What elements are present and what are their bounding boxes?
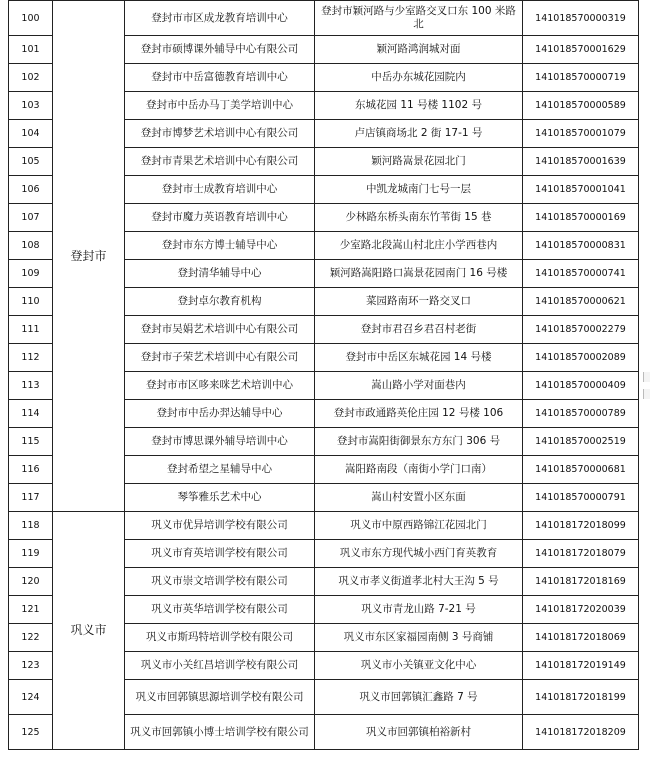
row-number: 110: [9, 288, 53, 316]
institution-name: 巩义市小关红昌培训学校有限公司: [125, 652, 315, 680]
institution-name: 巩义市英华培训学校有限公司: [125, 596, 315, 624]
license-number: 141018172018199: [523, 680, 639, 715]
institution-address: 卢店镇商场北 2 街 17-1 号: [315, 120, 523, 148]
license-number: 141018570000831: [523, 232, 639, 260]
row-number: 113: [9, 372, 53, 400]
institution-name: 登封希望之星辅导中心: [125, 456, 315, 484]
license-number: 141018570000409: [523, 372, 639, 400]
scroll-marker[interactable]: [643, 389, 650, 399]
institution-name: 琴筝雅乐艺术中心: [125, 484, 315, 512]
license-number: 141018570000789: [523, 400, 639, 428]
license-number: 141018570000589: [523, 92, 639, 120]
license-number: 141018570002089: [523, 344, 639, 372]
row-number: 111: [9, 316, 53, 344]
institution-address: 嵩阳路南段（南街小学门口南）: [315, 456, 523, 484]
license-number: 141018570000319: [523, 1, 639, 36]
row-number: 107: [9, 204, 53, 232]
institution-name: 登封市士成教育培训中心: [125, 176, 315, 204]
institution-address: 巩义市东方现代城小西门育英教育: [315, 540, 523, 568]
institution-address: 巩义市孝义街道孝北村大王沟 5 号: [315, 568, 523, 596]
license-number: 141018570002519: [523, 428, 639, 456]
table-row: [9, 1, 639, 36]
license-number: 141018172018069: [523, 624, 639, 652]
license-number: 141018172020039: [523, 596, 639, 624]
row-number: 106: [9, 176, 53, 204]
license-number: 141018172018209: [523, 715, 639, 750]
institution-address: 巩义市东区家福园南侧 3 号商铺: [315, 624, 523, 652]
institution-name: 登封卓尔教育机构: [125, 288, 315, 316]
row-number: 100: [9, 1, 53, 36]
institution-name: 登封市吴娟艺术培训中心有限公司: [125, 316, 315, 344]
institution-address: 登封市君召乡君召村老街: [315, 316, 523, 344]
city-cell: 巩义市: [53, 512, 125, 750]
row-number: 123: [9, 652, 53, 680]
license-number: 141018570002279: [523, 316, 639, 344]
license-number: 141018570001629: [523, 36, 639, 64]
row-number: 117: [9, 484, 53, 512]
institution-name: 巩义市育英培训学校有限公司: [125, 540, 315, 568]
institution-name: 登封市硕博课外辅导中心有限公司: [125, 36, 315, 64]
license-number: 141018570001639: [523, 148, 639, 176]
license-number: 141018570001079: [523, 120, 639, 148]
institution-name: 登封市子荣艺术培训中心有限公司: [125, 344, 315, 372]
license-number: 141018570000719: [523, 64, 639, 92]
license-number: 141018570000791: [523, 484, 639, 512]
license-number: 141018570000741: [523, 260, 639, 288]
row-number: 103: [9, 92, 53, 120]
institution-address: 登封市政通路英伦庄园 12 号楼 106: [315, 400, 523, 428]
institution-address: 巩义市青龙山路 7-21 号: [315, 596, 523, 624]
row-number: 114: [9, 400, 53, 428]
table-body: [9, 1, 639, 750]
license-number: 141018570000681: [523, 456, 639, 484]
row-number: 108: [9, 232, 53, 260]
license-number: 141018172018099: [523, 512, 639, 540]
row-number: 122: [9, 624, 53, 652]
scroll-marker[interactable]: [643, 372, 650, 382]
institution-address: 巩义市中原西路锦江花园北门: [315, 512, 523, 540]
institution-address: 中岳办东城花园院内: [315, 64, 523, 92]
institution-name: 登封市市区成龙教育培训中心: [125, 1, 315, 36]
license-number: 141018172018169: [523, 568, 639, 596]
institution-address: 登封市嵩阳街御景东方东门 306 号: [315, 428, 523, 456]
institution-name: 巩义市崇文培训学校有限公司: [125, 568, 315, 596]
institution-address: 嵩山路小学对面巷内: [315, 372, 523, 400]
institution-name: 巩义市斯玛特培训学校有限公司: [125, 624, 315, 652]
license-number: 141018570000169: [523, 204, 639, 232]
row-number: 105: [9, 148, 53, 176]
institution-table: [8, 0, 639, 750]
institution-address: 登封市中岳区东城花园 14 号楼: [315, 344, 523, 372]
license-number: 141018570001041: [523, 176, 639, 204]
row-number: 121: [9, 596, 53, 624]
row-number: 112: [9, 344, 53, 372]
institution-name: 巩义市回郭镇思源培训学校有限公司: [125, 680, 315, 715]
institution-address: 巩义市小关镇亚文化中心: [315, 652, 523, 680]
institution-name: 登封市中岳办马丁美学培训中心: [125, 92, 315, 120]
institution-name: 巩义市优异培训学校有限公司: [125, 512, 315, 540]
institution-name: 登封市中岳富德教育培训中心: [125, 64, 315, 92]
row-number: 101: [9, 36, 53, 64]
row-number: 102: [9, 64, 53, 92]
license-number: 141018172019149: [523, 652, 639, 680]
row-number: 125: [9, 715, 53, 750]
institution-address: 少林路东桥头南东竹苇街 15 巷: [315, 204, 523, 232]
institution-name: 登封市博梦艺术培训中心有限公司: [125, 120, 315, 148]
license-number: 141018172018079: [523, 540, 639, 568]
table-row: [9, 512, 639, 540]
institution-address: 巩义市回郭镇柏裕新村: [315, 715, 523, 750]
institution-name: 登封市市区哆来咪艺术培训中心: [125, 372, 315, 400]
institution-address: 颖河路嵩景花园北门: [315, 148, 523, 176]
city-cell: 登封市: [53, 1, 125, 512]
institution-address: 巩义市回郭镇汇鑫路 7 号: [315, 680, 523, 715]
institution-address: 少室路北段嵩山村北庄小学西巷内: [315, 232, 523, 260]
institution-name: 登封市博思课外辅导培训中心: [125, 428, 315, 456]
institution-address: 颖河路嵩阳路口嵩景花园南门 16 号楼: [315, 260, 523, 288]
institution-address: 登封市颖河路与少室路交叉口东 100 米路北: [315, 1, 523, 36]
institution-name: 登封市青果艺术培训中心有限公司: [125, 148, 315, 176]
row-number: 120: [9, 568, 53, 596]
institution-address: 嵩山村安置小区东面: [315, 484, 523, 512]
row-number: 124: [9, 680, 53, 715]
license-number: 141018570000621: [523, 288, 639, 316]
institution-name: 登封市魔力英语教育培训中心: [125, 204, 315, 232]
institution-address: 颖河路鸿润城对面: [315, 36, 523, 64]
row-number: 116: [9, 456, 53, 484]
row-number: 115: [9, 428, 53, 456]
row-number: 118: [9, 512, 53, 540]
row-number: 119: [9, 540, 53, 568]
institution-name: 登封市东方博士辅导中心: [125, 232, 315, 260]
row-number: 104: [9, 120, 53, 148]
institution-name: 巩义市回郭镇小博士培训学校有限公司: [125, 715, 315, 750]
row-number: 109: [9, 260, 53, 288]
institution-address: 东城花园 11 号楼 1102 号: [315, 92, 523, 120]
institution-address: 菜园路南环一路交叉口: [315, 288, 523, 316]
institution-name: 登封清华辅导中心: [125, 260, 315, 288]
institution-address: 中凯龙城南门七号一层: [315, 176, 523, 204]
institution-name: 登封市中岳办羿达辅导中心: [125, 400, 315, 428]
